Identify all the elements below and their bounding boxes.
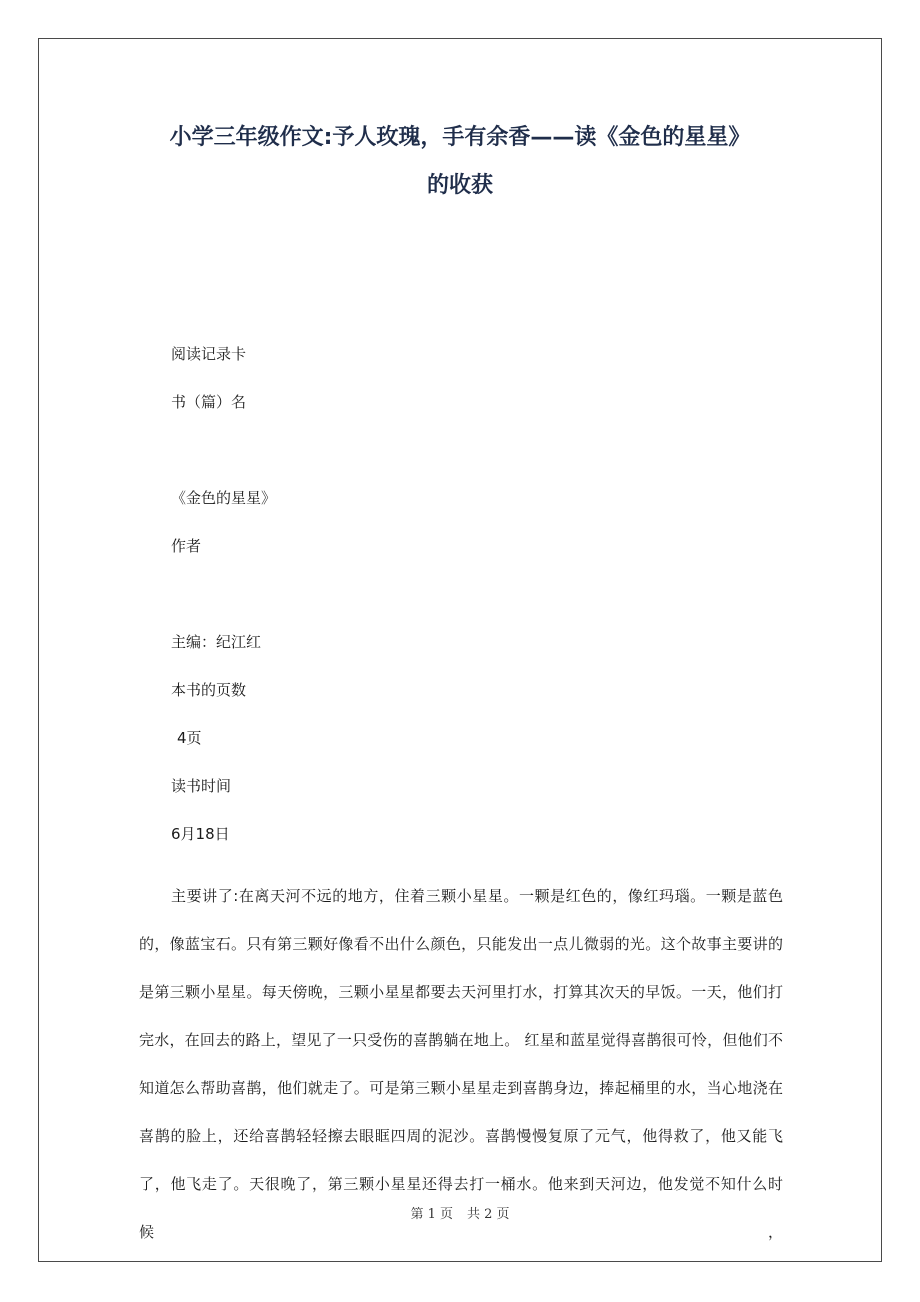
reading-card-label: 阅读记录卡 xyxy=(171,345,247,363)
page-number-total: 共 2 页 xyxy=(467,1207,510,1222)
read-time-label: 读书时间 xyxy=(171,777,232,795)
author-label: 作者 xyxy=(171,537,202,555)
pages-label: 本书的页数 xyxy=(171,681,247,699)
book-name-label: 书（篇）名 xyxy=(171,393,247,411)
author-value: 主编：纪江红 xyxy=(171,633,262,651)
pages-value: 4页 xyxy=(177,729,202,747)
document-title-line-1: 小学三年级作文:予人玫瑰，手有余香——读《金色的星星》 xyxy=(169,125,751,150)
story-summary-paragraph: 主要讲了:在离天河不远的地方，住着三颗小星星。一颗是红色的，像红玛瑙。一颗是蓝色的，像蓝宝石。只有第三颗好像看不出什么颜色，只能发出一点儿微弱的光。这个故事主要讲的是第三颗小星星。每天傍晚，三颗小星星都要去天河里打水，打算其次天的早饭。一天，他们打完水，在回去的路上，望见了一只受伤的喜鹊躺在地上。 红星和蓝星觉得喜鹊很可怜，但他们不知道怎么帮助喜鹊，他们就走了。可是第三颗小星星走到喜鹊身边，捧起桶里的水，当心地浇在喜鹊的脸上，还给喜鹊轻轻擦去眼眶四周的泥沙。喜鹊慢慢复原了元气，他得救了，他又能飞了，他飞走了。天很晚了，第三颗小星星还得去打一桶水。他来到天河边，他发觉不知什么时候， xyxy=(139,887,783,1241)
document-title-line-2: 的收获 xyxy=(426,173,493,198)
page-footer xyxy=(0,1205,920,1225)
book-name-value: 《金色的星星》 xyxy=(171,489,277,507)
page-number-current: 第 1 页 xyxy=(410,1207,453,1222)
read-time-value: 6月18日 xyxy=(171,825,230,843)
